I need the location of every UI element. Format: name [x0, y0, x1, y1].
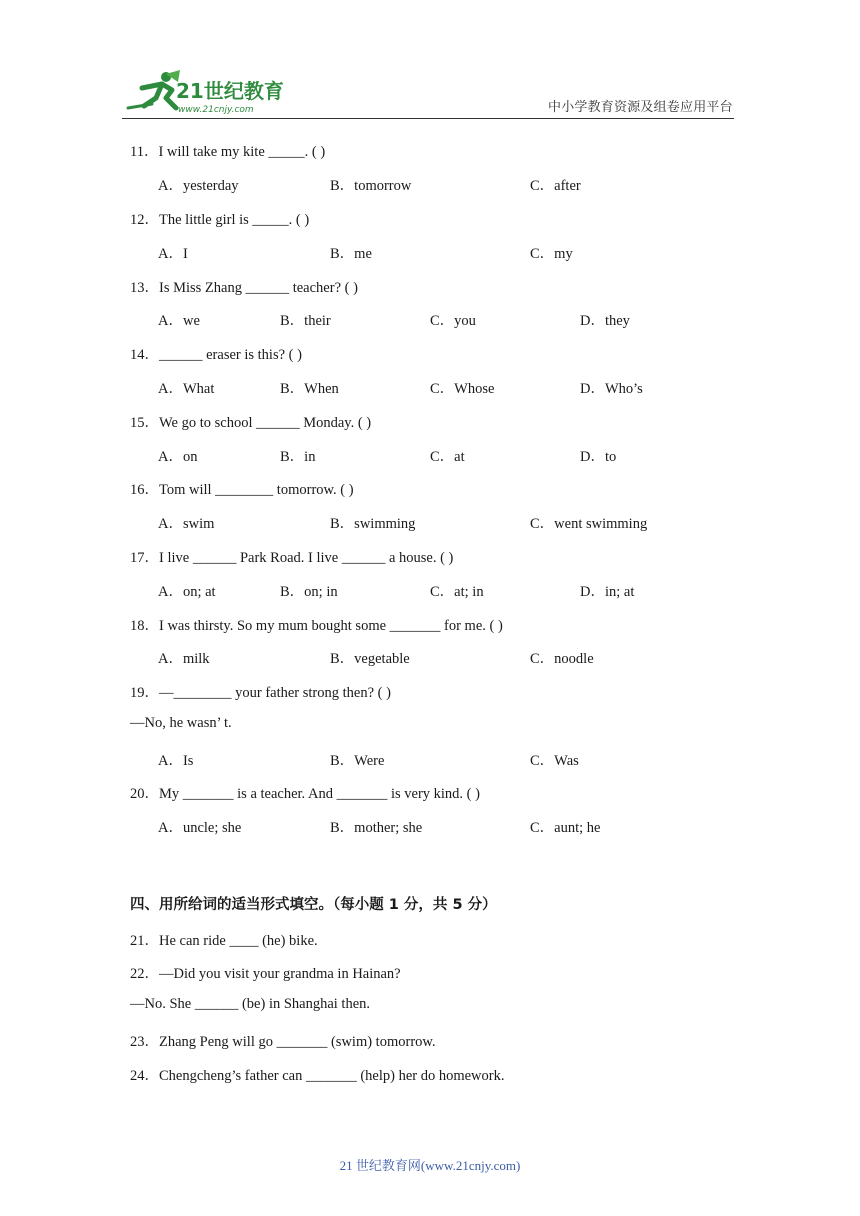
option: C．at: [430, 449, 465, 465]
logo-url: www.21cnjy.com: [178, 105, 254, 115]
option: D．to: [580, 449, 617, 465]
question-stem: 16．Tom will ________ tomorrow. ( ): [130, 482, 354, 498]
option: A．uncle; she: [158, 820, 242, 836]
option: C．Whose: [430, 381, 495, 397]
option: D．Who’s: [580, 381, 643, 397]
option: B．Were: [330, 753, 385, 769]
option: B．in: [280, 449, 316, 465]
option: B．their: [280, 313, 331, 329]
option: B．on; in: [280, 584, 338, 600]
option: B．When: [280, 381, 339, 397]
question-stem: 11．I will take my kite _____. ( ): [130, 144, 326, 160]
option: C．noodle: [530, 651, 594, 667]
header-platform-text: 中小学教育资源及组卷应用平台: [548, 100, 733, 115]
question-stem: 14．______ eraser is this? ( ): [130, 347, 302, 363]
question-stem: 15．We go to school ______ Monday. ( ): [130, 415, 372, 431]
option: B．swimming: [330, 516, 416, 532]
question-response-line: —No, he wasn’ t.: [130, 715, 232, 731]
option: D．they: [580, 313, 630, 329]
fill-in-response-line: —No. She ______ (be) in Shanghai then.: [130, 996, 371, 1012]
option: C．Was: [530, 753, 579, 769]
option: B．mother; she: [330, 820, 423, 836]
question-stem: 17．I live ______ Park Road. I live ______ a house. ( ): [130, 550, 454, 566]
fill-in-question: 21．He can ride ____ (he) bike.: [130, 933, 318, 949]
option: C．my: [530, 246, 573, 262]
page-header: [0, 0, 860, 120]
option: A．What: [158, 381, 215, 397]
page-footer: 21 世纪教育网(www.21cnjy.com): [339, 1158, 521, 1173]
option: A．on: [158, 449, 198, 465]
site-logo: [122, 68, 292, 116]
header-divider: [122, 118, 734, 119]
option: A．we: [158, 313, 200, 329]
option: A．swim: [158, 516, 215, 532]
option: C．at; in: [430, 584, 484, 600]
option: A．yesterday: [158, 178, 239, 194]
option: A．on; at: [158, 584, 216, 600]
question-stem: 18．I was thirsty. So my mum bought some _______ for me. ( ): [130, 618, 503, 634]
fill-in-question: 24．Chengcheng’s father can _______ (help) her do homework.: [130, 1068, 505, 1084]
option: B．me: [330, 246, 372, 262]
logo-wordmark: 21世纪教育: [176, 79, 284, 103]
option: A．milk: [158, 651, 210, 667]
option: C．you: [430, 313, 476, 329]
fill-in-question: 22．—Did you visit your grandma in Hainan?: [130, 966, 401, 982]
option: B．tomorrow: [330, 178, 412, 194]
question-stem: 19．—________ your father strong then? ( ): [130, 685, 391, 701]
option: C．went swimming: [530, 516, 648, 532]
question-stem: 12．The little girl is _____. ( ): [130, 212, 310, 228]
question-stem: 13．Is Miss Zhang ______ teacher? ( ): [130, 280, 358, 296]
fill-in-question: 23．Zhang Peng will go _______ (swim) tomorrow.: [130, 1034, 436, 1050]
section-title: 四、用所给词的适当形式填空。（每小题 1 分，共 5 分）: [130, 897, 497, 913]
option: A．Is: [158, 753, 194, 769]
option: B．vegetable: [330, 651, 410, 667]
option: C．after: [530, 178, 581, 194]
option: D．in; at: [580, 584, 635, 600]
option: C．aunt; he: [530, 820, 601, 836]
option: A．I: [158, 246, 188, 262]
question-stem: 20．My _______ is a teacher. And _______ is very kind. ( ): [130, 786, 480, 802]
